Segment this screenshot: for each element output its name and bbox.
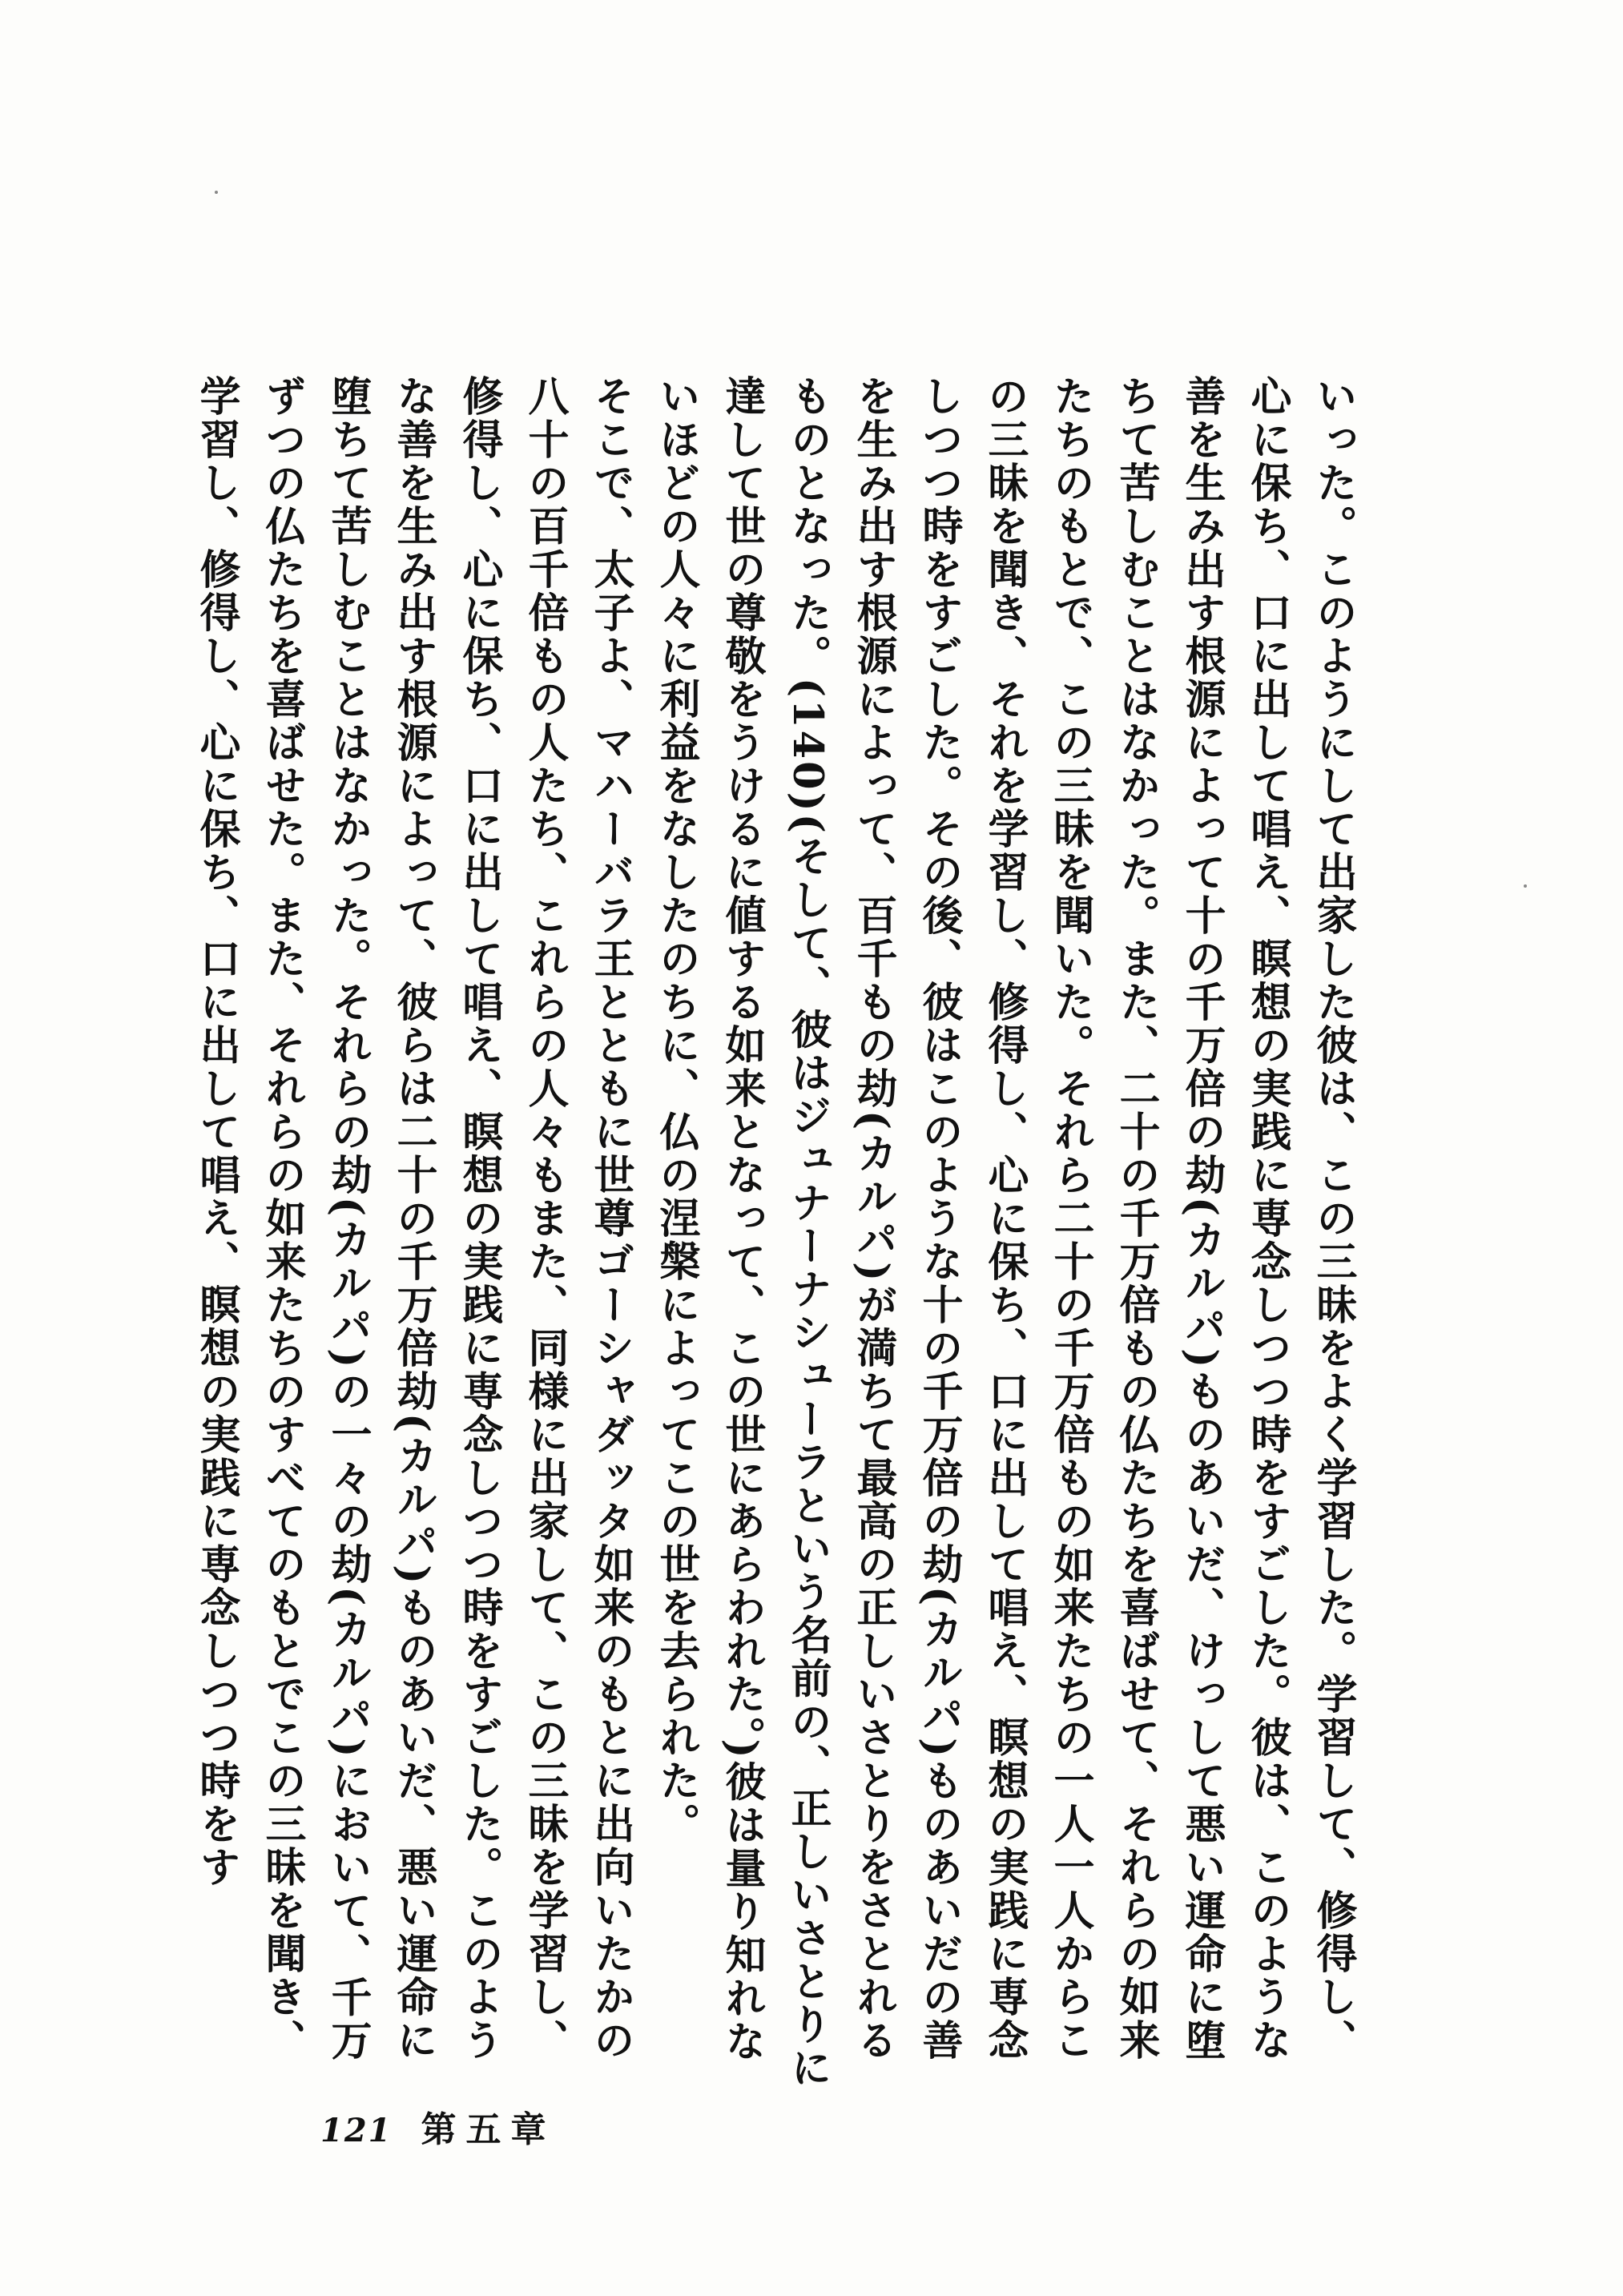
vertical-text-block xyxy=(192,375,1366,2097)
paper-speck xyxy=(1524,884,1527,888)
page-footer xyxy=(320,2101,556,2149)
page-number: 121 xyxy=(320,2112,393,2149)
chapter-label: 第五章 xyxy=(421,2109,556,2150)
paper-speck xyxy=(215,191,218,194)
paragraph-2: そこで、太子よ、マハーバラ王とともに世尊ゴーシャダッタ如来のもとに出向いたかの八十の百千倍もの人たち、これらの人々もまた、同様に出家して、この三昧を学習し、修得し、心に保ち、口に出して唱え、瞑想の実践に専念しつつ時をすごした。このような善を生み出す根源によって、彼らは二十の千万倍劫(カルパ)ものあいだ、悪い運命に堕ちて苦しむことはなかった。それらの劫(カルパ)の一々の劫(カルパ)において、千万ずつの仏たちを喜ばせた。また、それらの如来たちのすべてのもとでこの三昧を聞き、学習し、修得し、心に保ち、口に出して唱え、瞑想の実践に専念しつつ時をす xyxy=(192,375,634,2063)
paragraph-1: いった。このようにして出家した彼は、この三昧をよく学習した。学習して、修得し、心に保ち、口に出して唱え、瞑想の実践に専念しつつ時をすごした。彼は、このような善を生み出す根源によって十の千万倍の劫(カルパ)ものあいだ、けっして悪い運命に堕ちて苦しむことはなかった。また、二十の千万倍もの仏たちを喜ばせて、それらの如来たちのもとで、この三昧を聞いた。それら二十の千万倍もの如来たちの一人一人からこの三昧を聞き、それを学習し、修得し、心に保ち、口に出して唱え、瞑想の実践に専念しつつ時をすごした。その後、彼はこのような十の千万倍の劫(カルパ)ものあいだの善を生み出す根源によって、百千もの劫(カルパ)が満ちて最高の正しいさとりをさとれるものとなった。(140)(そして、彼はジュナーナシューラという名前の、正しいさとりに達して世の尊敬をうけるに値する如来となって、この世にあらわれた。)彼は量り知れないほどの人々に利益をなしたのちに、仏の涅槃によってこの世を去られた。 xyxy=(652,375,1357,2090)
